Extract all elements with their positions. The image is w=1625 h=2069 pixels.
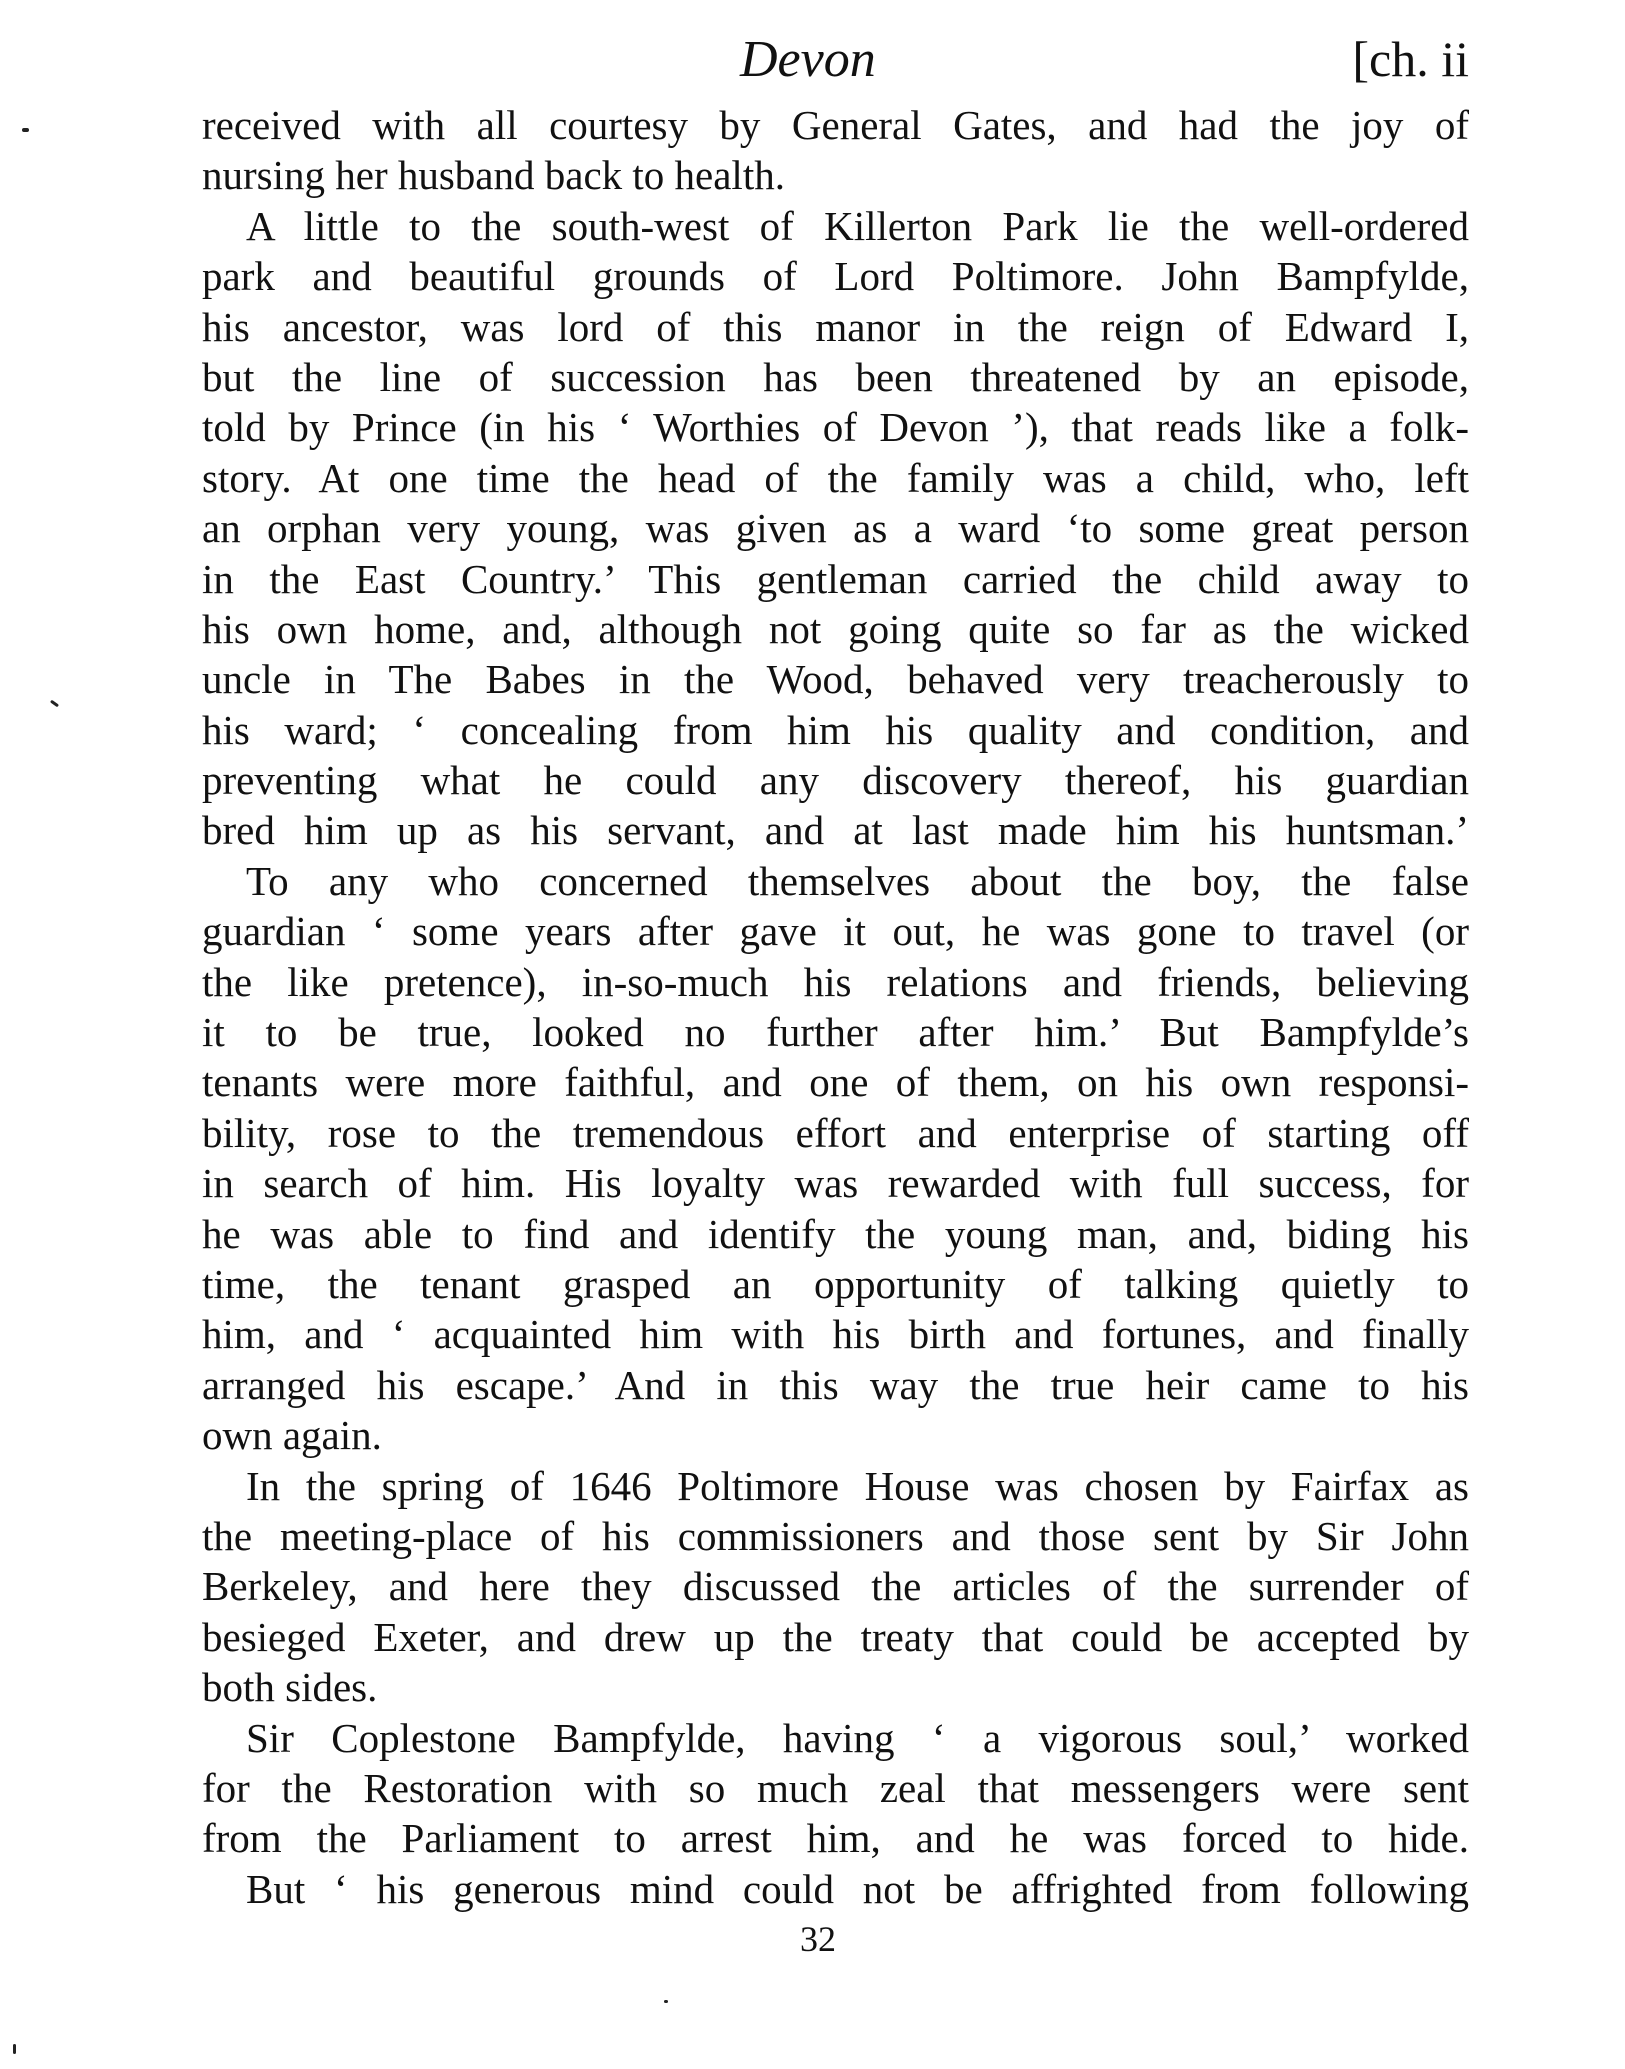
- running-head-chapter: [ch. ii: [1352, 31, 1469, 87]
- text-line: bred him up as his servant, and at last made him his huntsman.’: [202, 807, 1469, 854]
- text-line: his own home, and, although not going quite so far as the wicked: [202, 605, 1469, 652]
- text-line: told by Prince (in his ‘ Worthies of Devon ’), that reads like a folk-: [202, 404, 1469, 451]
- running-head-title: Devon: [740, 31, 876, 88]
- text-line: for the Restoration with so much zeal that messengers were sent: [202, 1764, 1469, 1811]
- text-line: his ancestor, was lord of this manor in the reign of Edward I,: [202, 303, 1469, 350]
- text-line: nursing her husband back to health.: [202, 152, 785, 199]
- text-line: story. At one time the head of the family was a child, who, left: [202, 454, 1469, 501]
- text-line: his ward; ‘ concealing from him his quality and condition, and: [202, 706, 1469, 753]
- text-line: uncle in The Babes in the Wood, behaved very treacherously to: [202, 656, 1469, 703]
- text-line: in the East Country.’ This gentleman carried the child away to: [202, 555, 1469, 602]
- text-line: In the spring of 1646 Poltimore House was chosen by Fairfax as: [246, 1462, 1469, 1509]
- text-line: from the Parliament to arrest him, and he was forced to hide.: [202, 1815, 1469, 1862]
- text-line: both sides.: [202, 1664, 378, 1711]
- text-line: in search of him. His loyalty was rewarded with full success, for: [202, 1160, 1469, 1207]
- text-line: But ‘ his generous mind could not be affrighted from following: [246, 1865, 1469, 1912]
- text-line: but the line of succession has been threatened by an episode,: [202, 353, 1469, 400]
- text-line: park and beautiful grounds of Lord Poltimore. John Bampfylde,: [202, 253, 1469, 300]
- text-line: bility, rose to the tremendous effort and enterprise of starting off: [202, 1109, 1469, 1156]
- text-line: he was able to find and identify the young man, and, biding his: [202, 1210, 1469, 1257]
- text-line: preventing what he could any discovery thereof, his guardian: [202, 757, 1469, 804]
- scan-speck: [13, 2044, 16, 2054]
- text-line: tenants were more faithful, and one of them, on his own responsi-: [202, 1059, 1469, 1106]
- text-line: the meeting-place of his commissioners and those sent by Sir John: [202, 1512, 1469, 1559]
- text-line: guardian ‘ some years after gave it out, he was gone to travel (or: [202, 908, 1469, 955]
- text-line: it to be true, looked no further after him.’ But Bampfylde’s: [202, 1009, 1469, 1056]
- page-number: 32: [800, 1919, 836, 1959]
- scan-speck: [664, 2000, 668, 2003]
- body-text: [202, 100, 1469, 1914]
- text-line: him, and ‘ acquainted him with his birth and fortunes, and finally: [202, 1311, 1469, 1358]
- text-line: an orphan very young, was given as a ward ‘to some great person: [202, 505, 1469, 552]
- text-line: the like pretence), in-so-much his relations and friends, believing: [202, 958, 1469, 1005]
- text-line: Berkeley, and here they discussed the articles of the surrender of: [202, 1563, 1469, 1610]
- text-line: received with all courtesy by General Gates, and had the joy of: [202, 102, 1469, 148]
- scan-speck: [50, 700, 59, 708]
- text-line: To any who concerned themselves about the boy, the false: [246, 857, 1469, 904]
- text-line: own again.: [202, 1412, 382, 1459]
- text-line: Sir Coplestone Bampfylde, having ‘ a vigorous soul,’ worked: [246, 1714, 1469, 1761]
- text-line: besieged Exeter, and drew up the treaty that could be accepted by: [202, 1613, 1469, 1660]
- text-line: A little to the south-west of Killerton Park lie the well-ordered: [246, 202, 1469, 249]
- text-line: arranged his escape.’ And in this way the true heir came to his: [202, 1361, 1469, 1408]
- scan-speck: [22, 128, 29, 132]
- text-line: time, the tenant grasped an opportunity of talking quietly to: [202, 1260, 1469, 1307]
